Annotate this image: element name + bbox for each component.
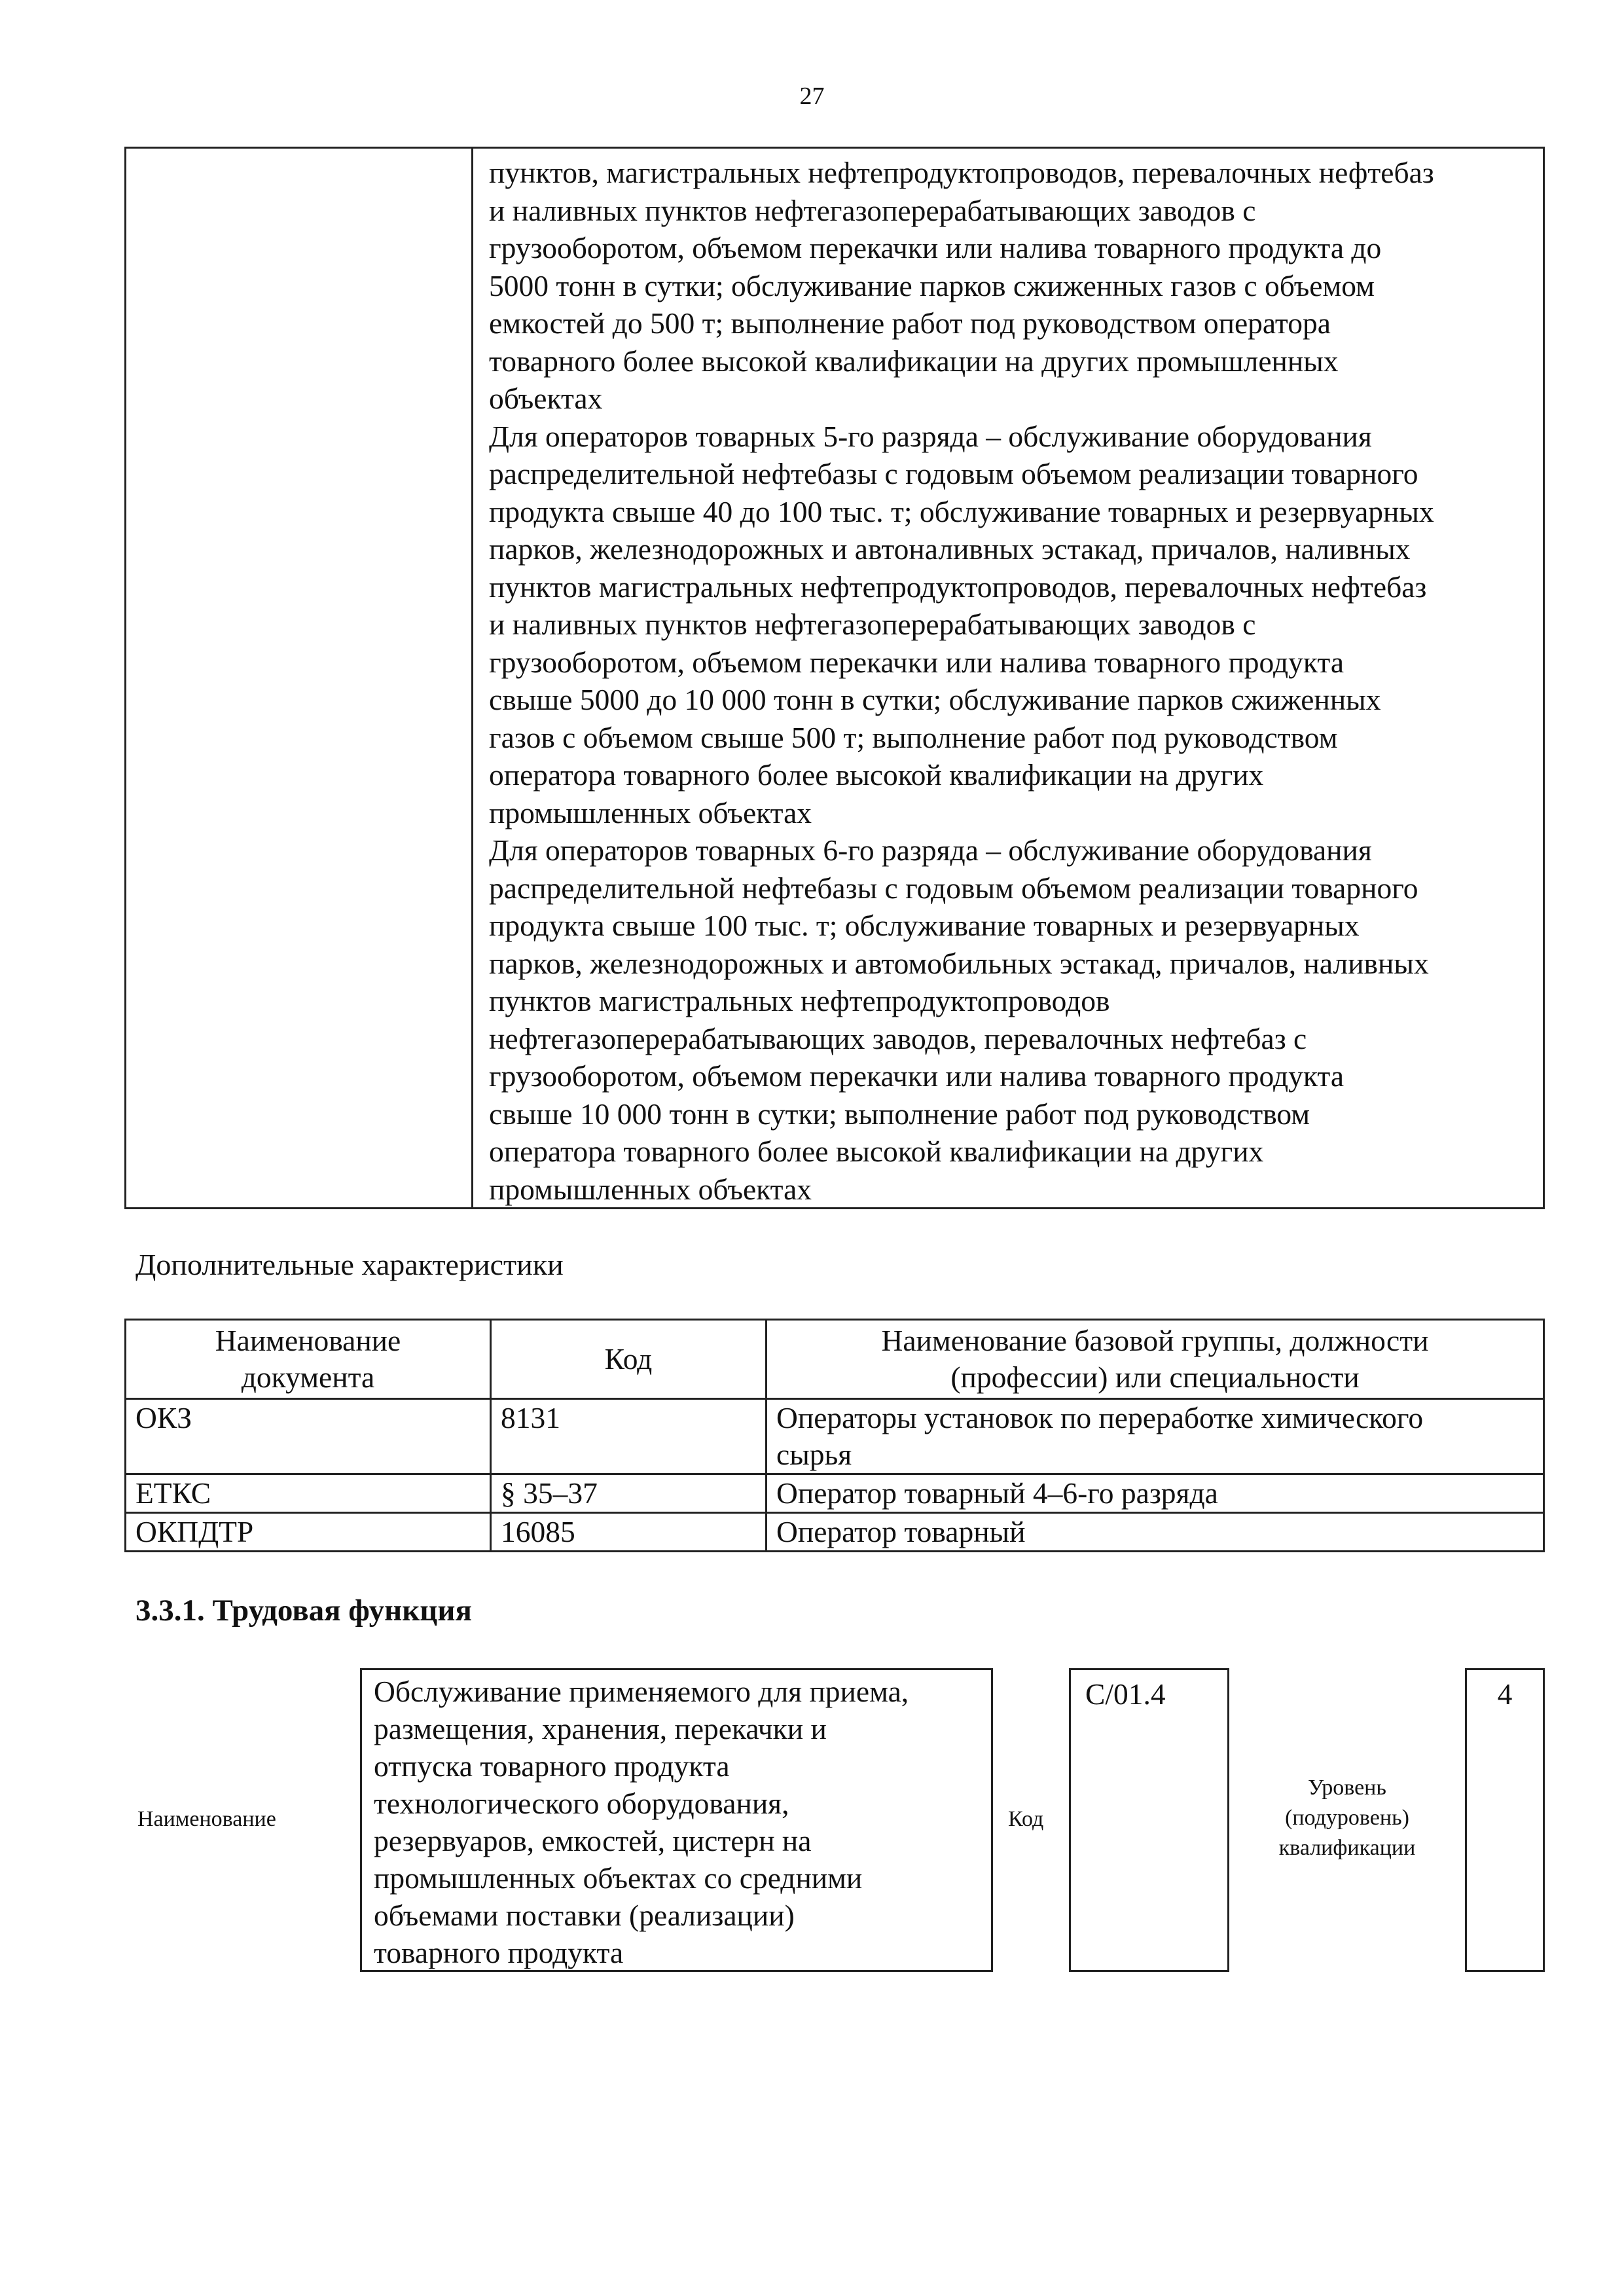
page-number: 27: [799, 82, 825, 110]
function-name-line: промышленных объектах со средними: [374, 1861, 863, 1895]
table-header-row: [126, 1320, 1544, 1399]
additional-characteristics-table: [124, 1319, 1545, 1552]
function-name-line: технологического оборудования,: [374, 1787, 789, 1820]
function-name-line: Обслуживание применяемого для приема,: [374, 1675, 909, 1708]
cell-code: 8131: [491, 1399, 767, 1474]
header-group-name: Наименование базовой группы, должности (профессии) или специальности: [767, 1320, 1544, 1399]
additional-characteristics-heading: Дополнительные характеристики: [135, 1248, 564, 1281]
description-paragraph: пунктов, магистральных нефтепродуктопроводов, перевалочных нефтебаз и наливных пунктов нефтегазоперерабатывающих заводов с грузооборотом, объемом перекачки или налива товарного продукта до 5000 тонн в сутки; обслуживание парков сжиженных газов с объемом емкостей до 500 т; выполнение работ под руководством оператора товарного более высокой квалификации на других промышленных объектах: [489, 156, 1434, 415]
qualification-level-box: 4: [1465, 1668, 1545, 1972]
qualification-level-label: Уровень (подуровень) квалификации: [1278, 1776, 1416, 1860]
cell-group-name: Оператор товарный 4–6-го разряда: [767, 1474, 1544, 1513]
header-code: Код: [491, 1320, 767, 1399]
empty-label-cell: [126, 149, 473, 1207]
header-document-name: Наименование документа: [126, 1320, 491, 1399]
qualification-continuation-table: [124, 147, 1545, 1209]
function-name-line: резервуаров, емкостей, цистерн на: [374, 1824, 812, 1857]
function-code-box: C/01.4: [1069, 1668, 1229, 1972]
cell-document: ОКПДТР: [126, 1513, 491, 1552]
table-row: [126, 1474, 1544, 1513]
description-paragraph: Для операторов товарных 6-го разряда – обслуживание оборудования распределительной нефтебазы с годовым объемом реализации товарного продукта свыше 100 тыс. т; обслуживание товарных и резервуарных парков, железнодорожных и автомобильных эстакад, причалов, наливных пунктов магистральных нефтепродуктопроводов нефтегазоперерабатывающих заводов, перевалочных нефтебаз с грузооборотом, объемом перекачки или налива товарного продукта свыше 10 000 тонн в сутки; выполнение работ под руководством оператора товарного более высокой квалификации на других промышленных объектах: [489, 833, 1429, 1206]
function-code-label: Код: [1008, 1807, 1044, 1831]
cell-code: 16085: [491, 1513, 767, 1552]
function-name-line: объемами поставки (реализации): [374, 1899, 795, 1932]
description-paragraph: Для операторов товарных 5-го разряда – обслуживание оборудования распределительной нефтебазы с годовым объемом реализации товарного продукта свыше 40 до 100 тыс. т; обслуживание товарных и резервуарных парков, железнодорожных и автоналивных эстакад, причалов, наливных пунктов магистральных нефтепродуктопроводов, перевалочных нефтебаз и наливных пунктов нефтегазоперерабатывающих заводов с грузооборотом, объемом перекачки или налива товарного продукта свыше 5000 до 10 000 тонн в сутки; обслуживание парков сжиженных газов с объемом свыше 500 т; выполнение работ под руководством оператора товарного более высокой квалификации на других промышленных объектах: [489, 419, 1434, 829]
cell-document: ОКЗ: [126, 1399, 491, 1474]
cell-group-name: Оператор товарный: [767, 1513, 1544, 1552]
labor-function-heading: 3.3.1. Трудовая функция: [135, 1594, 472, 1628]
cell-code: § 35–37: [491, 1474, 767, 1513]
table-row: [126, 1513, 1544, 1552]
cell-group-name: Операторы установок по переработке химического сырья: [767, 1399, 1544, 1474]
function-name-line: отпуска товарного продукта: [374, 1749, 730, 1783]
function-name-line: товарного продукта: [374, 1936, 624, 1969]
function-name-label: Наименование: [137, 1807, 276, 1831]
function-name-box: [360, 1668, 993, 1972]
qualification-description-cell: [473, 149, 1543, 1207]
table-row: [126, 1399, 1544, 1474]
function-name-line: размещения, хранения, перекачки и: [374, 1712, 827, 1745]
cell-document: ЕТКС: [126, 1474, 491, 1513]
